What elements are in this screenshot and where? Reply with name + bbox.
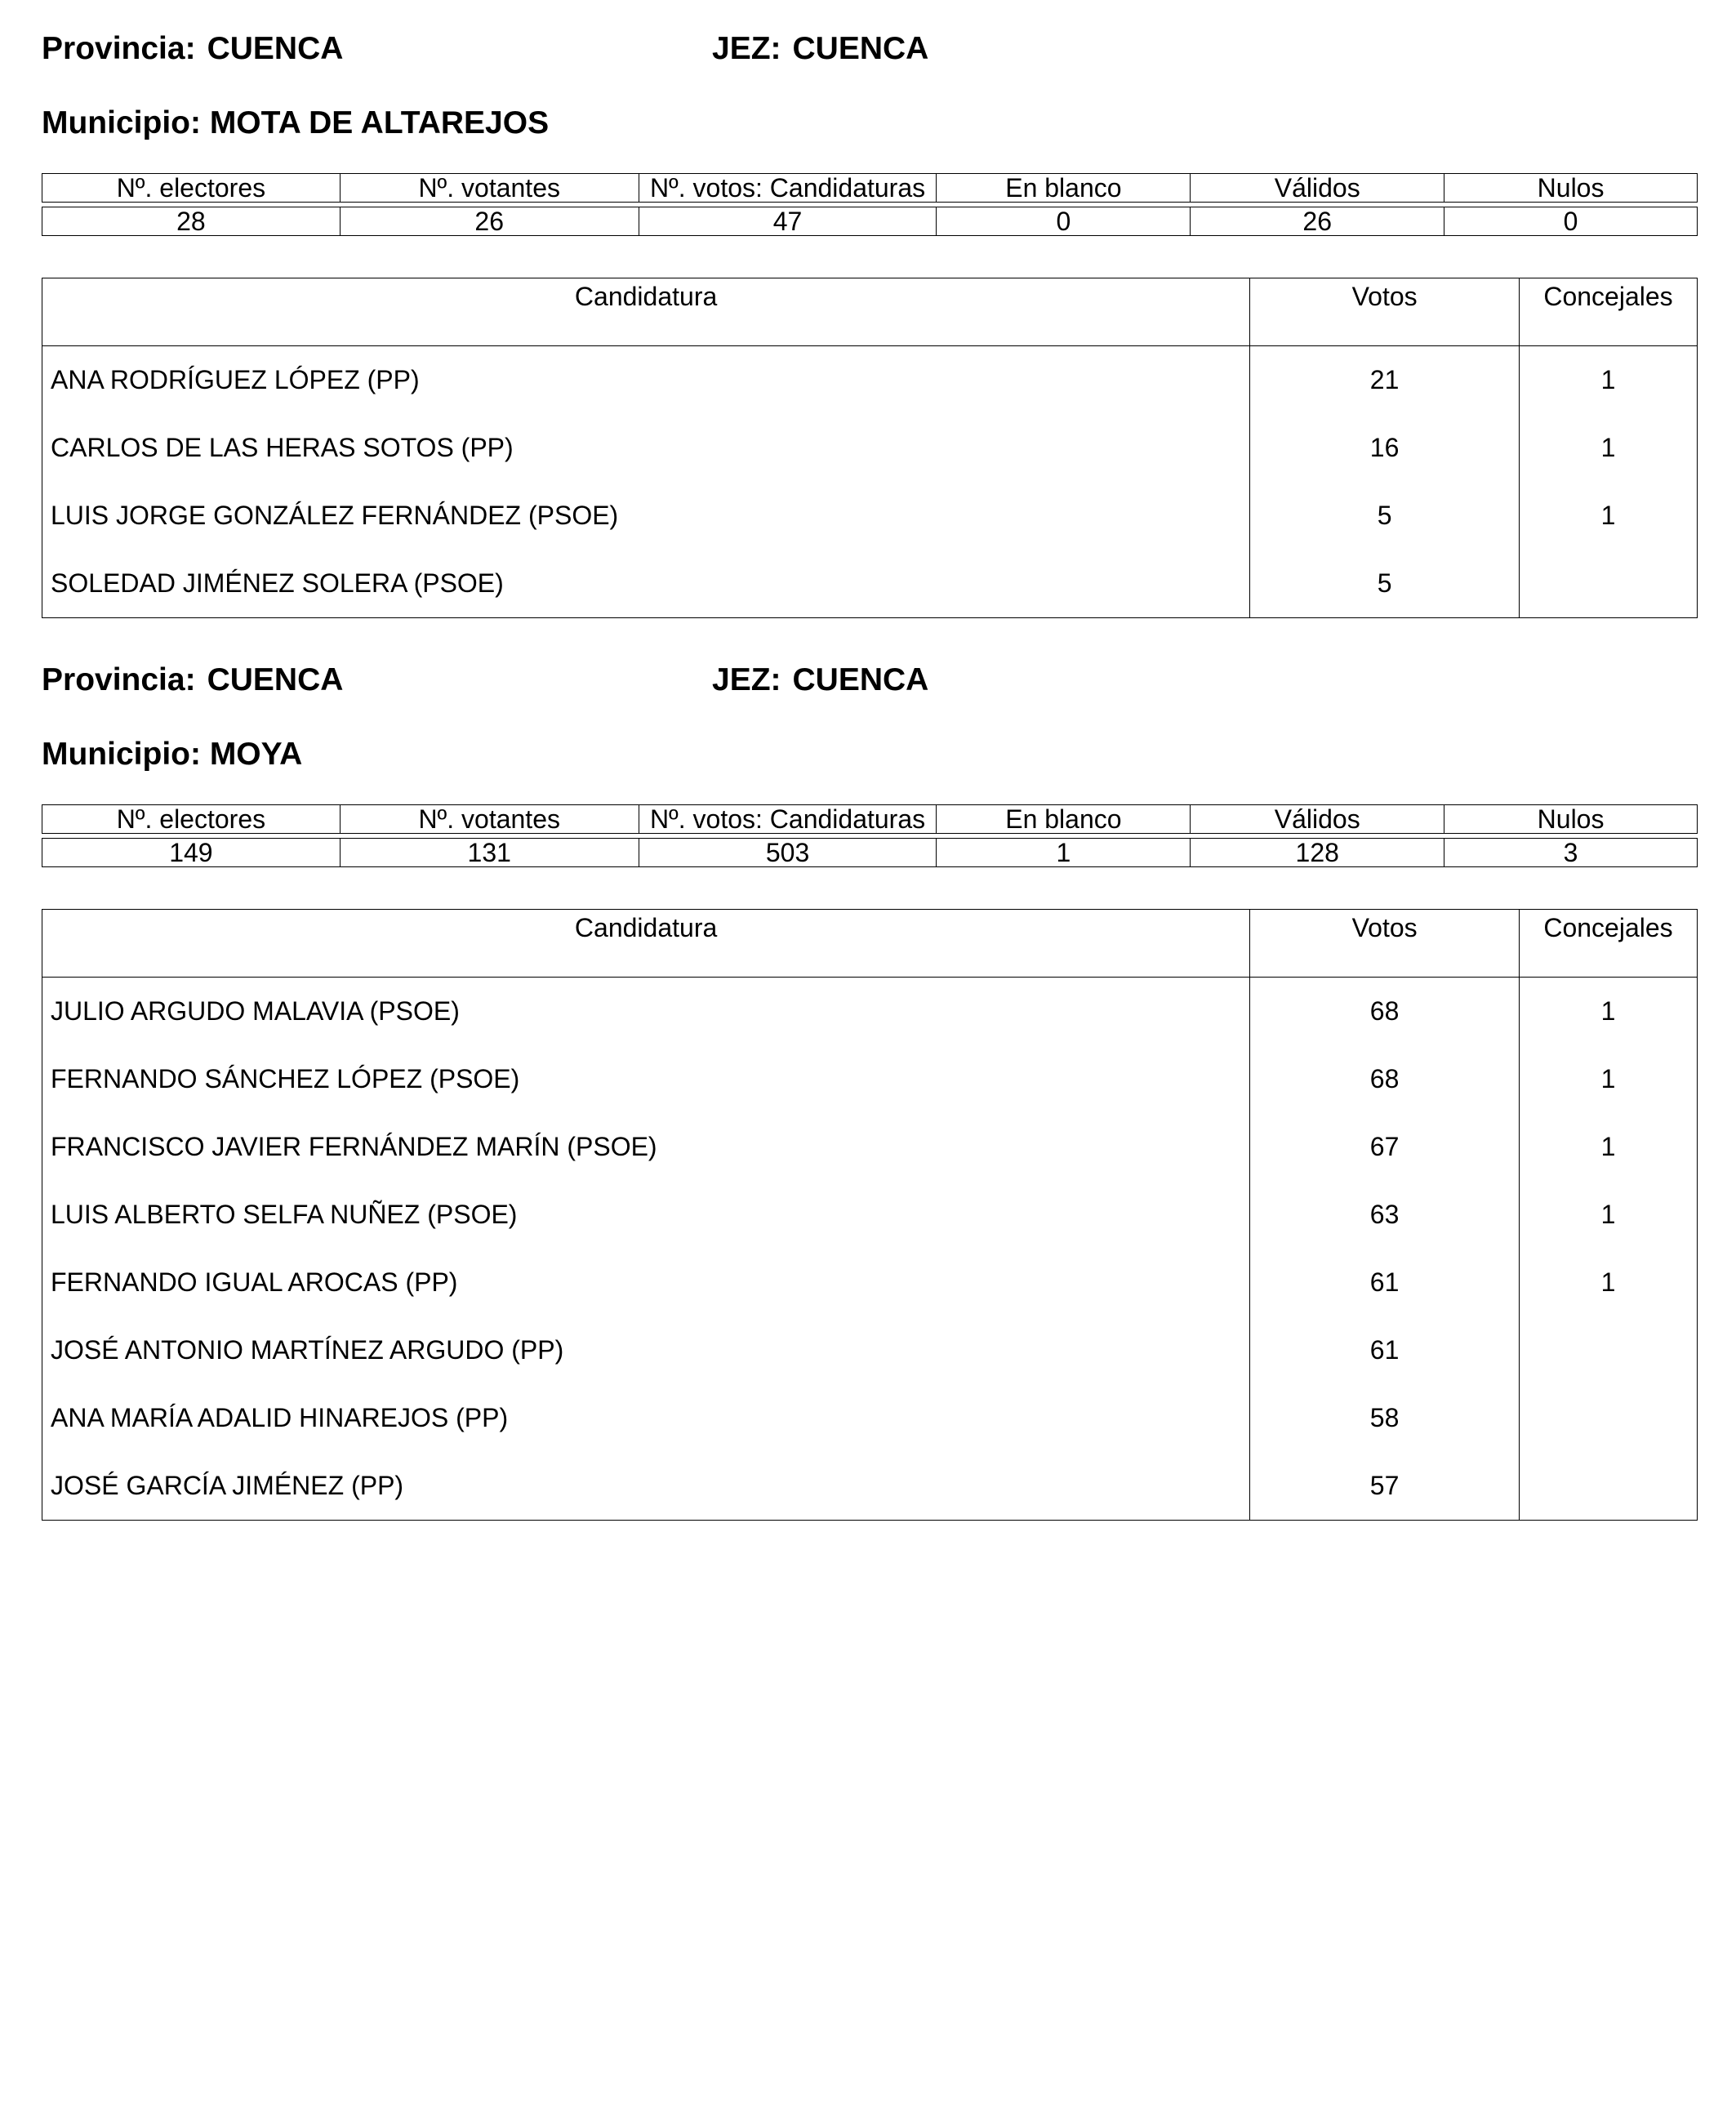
stats-electores: 28 <box>42 207 341 236</box>
provincia-heading <box>42 664 343 696</box>
stats-nulos: 0 <box>1444 207 1698 236</box>
stats-header-votos-candidaturas: Nº. votos: Candidaturas <box>639 805 937 834</box>
candidate-name: CARLOS DE LAS HERAS SOTOS (PP) <box>42 414 1250 482</box>
jez-value: CUENCA <box>792 662 929 697</box>
candidate-votos: 63 <box>1250 1181 1520 1249</box>
header-votos: Votos <box>1250 278 1520 346</box>
candidates-header-row <box>42 910 1698 978</box>
candidate-concejales: 1 <box>1600 365 1616 394</box>
stats-header-electores: Nº. electores <box>42 174 341 203</box>
candidate-name: FRANCISCO JAVIER FERNÁNDEZ MARÍN (PSOE) <box>42 1113 1250 1181</box>
candidate-name: LUIS ALBERTO SELFA NUÑEZ (PSOE) <box>42 1181 1250 1249</box>
candidate-concejales: 1 <box>1600 1267 1616 1297</box>
municipio-label: Municipio: <box>42 105 201 140</box>
candidate-concejales: 1 <box>1600 433 1616 462</box>
candidate-name: ANA MARÍA ADALID HINAREJOS (PP) <box>42 1384 1250 1452</box>
provincia-value: CUENCA <box>207 31 344 66</box>
stats-header-en-blanco: En blanco <box>937 174 1191 203</box>
candidate-name: JULIO ARGUDO MALAVIA (PSOE) <box>42 978 1250 1046</box>
candidate-votos: 61 <box>1250 1316 1520 1384</box>
stats-header-en-blanco: En blanco <box>937 805 1191 834</box>
stats-header-votos-candidaturas: Nº. votos: Candidaturas <box>639 174 937 203</box>
stats-header-row <box>42 174 1698 203</box>
candidate-concejales <box>1520 1452 1698 1521</box>
table-row <box>42 1045 1698 1113</box>
candidates-table <box>42 278 1698 618</box>
stats-header-row <box>42 805 1698 834</box>
stats-header-votantes: Nº. votantes <box>340 174 639 203</box>
candidate-votos: 61 <box>1250 1249 1520 1316</box>
candidate-votos: 58 <box>1250 1384 1520 1452</box>
candidate-name: SOLEDAD JIMÉNEZ SOLERA (PSOE) <box>42 550 1250 618</box>
table-row <box>42 1249 1698 1316</box>
table-row <box>42 978 1698 1046</box>
candidate-name: JOSÉ ANTONIO MARTÍNEZ ARGUDO (PP) <box>42 1316 1250 1384</box>
stats-header-votantes: Nº. votantes <box>340 805 639 834</box>
candidate-concejales: 1 <box>1600 996 1616 1026</box>
candidate-concejales <box>1520 1384 1698 1452</box>
stats-header-nulos: Nulos <box>1444 805 1698 834</box>
stats-votos-candidaturas: 503 <box>639 839 937 867</box>
table-row <box>42 346 1698 415</box>
stats-electores: 149 <box>42 839 341 867</box>
stats-table <box>42 804 1698 867</box>
municipio-label: Municipio: <box>42 737 201 772</box>
candidate-votos: 21 <box>1250 346 1520 415</box>
municipio-heading <box>42 107 549 139</box>
header-concejales: Concejales <box>1520 910 1698 978</box>
stats-header-validos: Válidos <box>1191 174 1444 203</box>
stats-header-electores: Nº. electores <box>42 805 341 834</box>
provincia-label: Provincia: <box>42 662 196 697</box>
header-candidatura: Candidatura <box>42 278 1250 346</box>
table-row <box>42 1316 1698 1384</box>
candidate-votos: 16 <box>1250 414 1520 482</box>
jez-heading <box>712 33 928 65</box>
stats-votantes: 26 <box>340 207 639 236</box>
stats-value-row <box>42 839 1698 867</box>
jez-value: CUENCA <box>792 31 929 66</box>
candidate-concejales <box>1520 1316 1698 1384</box>
candidate-votos: 68 <box>1250 1045 1520 1113</box>
municipio-heading <box>42 738 302 770</box>
municipio-value: MOYA <box>209 737 303 772</box>
jez-label: JEZ: <box>712 662 781 697</box>
candidate-name: FERNANDO IGUAL AROCAS (PP) <box>42 1249 1250 1316</box>
provincia-value: CUENCA <box>207 662 344 697</box>
provincia-heading <box>42 33 343 65</box>
header-votos: Votos <box>1250 910 1520 978</box>
candidate-concejales <box>1520 550 1698 618</box>
stats-en-blanco: 0 <box>937 207 1191 236</box>
candidate-name: LUIS JORGE GONZÁLEZ FERNÁNDEZ (PSOE) <box>42 482 1250 550</box>
candidate-votos: 5 <box>1250 482 1520 550</box>
stats-en-blanco: 1 <box>937 839 1191 867</box>
header-candidatura: Candidatura <box>42 910 1250 978</box>
candidates-header-row <box>42 278 1698 346</box>
header-concejales: Concejales <box>1520 278 1698 346</box>
table-row <box>42 482 1698 550</box>
table-row <box>42 414 1698 482</box>
candidate-concejales: 1 <box>1600 1200 1616 1229</box>
table-row <box>42 1181 1698 1249</box>
candidate-name: FERNANDO SÁNCHEZ LÓPEZ (PSOE) <box>42 1045 1250 1113</box>
jez-heading <box>712 664 928 696</box>
stats-value-row <box>42 207 1698 236</box>
candidate-votos: 68 <box>1250 978 1520 1046</box>
municipio-value: MOTA DE ALTAREJOS <box>209 105 550 140</box>
stats-nulos: 3 <box>1444 839 1698 867</box>
candidate-name: JOSÉ GARCÍA JIMÉNEZ (PP) <box>42 1452 1250 1521</box>
table-row <box>42 550 1698 618</box>
jez-label: JEZ: <box>712 31 781 66</box>
candidate-concejales: 1 <box>1600 501 1616 530</box>
stats-table <box>42 173 1698 236</box>
stats-votos-candidaturas: 47 <box>639 207 937 236</box>
table-row <box>42 1113 1698 1181</box>
candidate-name: ANA RODRÍGUEZ LÓPEZ (PP) <box>42 346 1250 415</box>
candidate-concejales: 1 <box>1600 1064 1616 1093</box>
table-row <box>42 1452 1698 1521</box>
candidates-table <box>42 909 1698 1521</box>
table-row <box>42 1384 1698 1452</box>
candidate-votos: 5 <box>1250 550 1520 618</box>
candidate-concejales: 1 <box>1600 1132 1616 1161</box>
stats-header-validos: Válidos <box>1191 805 1444 834</box>
candidate-votos: 57 <box>1250 1452 1520 1521</box>
stats-validos: 128 <box>1191 839 1444 867</box>
candidate-votos: 67 <box>1250 1113 1520 1181</box>
provincia-label: Provincia: <box>42 31 196 66</box>
stats-header-nulos: Nulos <box>1444 174 1698 203</box>
stats-validos: 26 <box>1191 207 1444 236</box>
stats-votantes: 131 <box>340 839 639 867</box>
